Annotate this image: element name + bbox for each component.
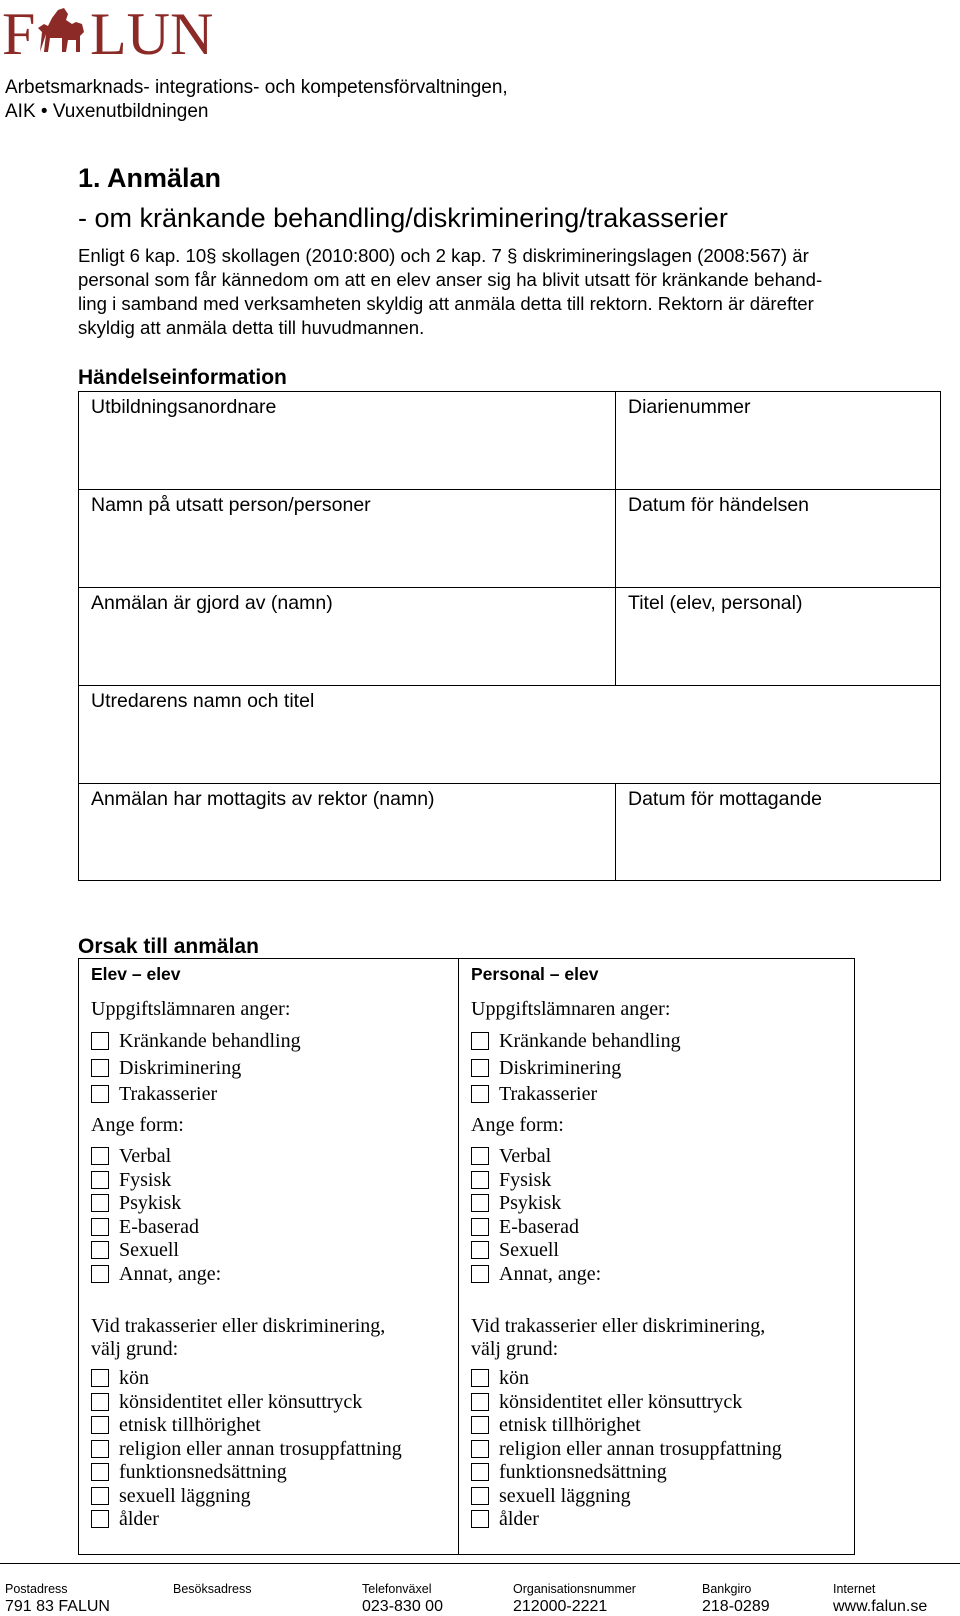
ground-option[interactable] [471, 1460, 667, 1484]
ground-option[interactable] [471, 1413, 641, 1437]
ground-option[interactable] [91, 1413, 261, 1437]
field-label: Namn på utsatt person/personer [91, 494, 371, 516]
diary-number-field[interactable] [616, 392, 940, 490]
checkbox[interactable] [471, 1510, 489, 1528]
checkbox[interactable] [471, 1487, 489, 1505]
checkbox[interactable] [91, 1369, 109, 1387]
checkbox[interactable] [471, 1194, 489, 1212]
form-option[interactable] [471, 1262, 601, 1286]
type-option[interactable] [91, 1056, 241, 1080]
ground-label: välj grund: [91, 1338, 179, 1360]
checkbox[interactable] [471, 1085, 489, 1103]
footer-value: 791 83 FALUN [5, 1598, 110, 1615]
form-option-label: Sexuell [119, 1239, 179, 1261]
reason-column-staff-student [459, 959, 854, 1554]
ground-option-label: ålder [119, 1508, 159, 1530]
type-option-label: Trakasserier [499, 1083, 598, 1105]
informant-label: Uppgiftslämnaren anger: [91, 998, 291, 1020]
incident-form-grid [78, 391, 941, 881]
type-option-label: Diskriminering [499, 1056, 622, 1079]
form-option[interactable] [471, 1191, 561, 1215]
checkbox[interactable] [471, 1440, 489, 1458]
form-option[interactable] [471, 1168, 551, 1192]
checkbox[interactable] [471, 1059, 489, 1077]
provider-field[interactable] [79, 392, 616, 490]
ground-option-label: sexuell läggning [119, 1484, 251, 1507]
ground-option[interactable] [471, 1507, 539, 1531]
intro-line: Enligt 6 kap. 10§ skollagen (2010:800) och 2 kap. 7 § diskrimineringslagen (2008:567) är [78, 245, 809, 266]
footer-postal [5, 1582, 110, 1616]
footer-label: Postadress [5, 1582, 68, 1596]
ground-label: Vid trakasserier eller diskriminering, [471, 1315, 766, 1337]
form-option[interactable] [91, 1215, 199, 1239]
footer-value: 218-0289 [702, 1598, 770, 1615]
checkbox[interactable] [91, 1265, 109, 1283]
ground-option[interactable] [471, 1390, 742, 1414]
incident-heading: Händelseinformation [78, 366, 287, 389]
type-option-label: Trakasserier [119, 1083, 218, 1105]
footer-value: www.falun.se [833, 1598, 928, 1615]
form-option-label: E-baserad [499, 1215, 579, 1238]
ground-option-label: könsidentitet eller könsuttryck [499, 1390, 743, 1413]
footer-phone [362, 1582, 443, 1616]
intro-line: ling i samband med verksamheten skyldig att anmäla detta till rektorn. Rektorn är därefter [78, 293, 814, 314]
form-label: Ange form: [471, 1114, 564, 1136]
form-option-label: Annat, ange: [499, 1262, 602, 1285]
column-title: Elev – elev [91, 964, 181, 984]
type-option[interactable] [91, 1029, 301, 1053]
footer-label: Telefonväxel [362, 1582, 432, 1596]
checkbox[interactable] [91, 1032, 109, 1050]
ground-option[interactable] [91, 1366, 149, 1390]
field-label: Anmälan har mottagits av rektor (namn) [91, 788, 435, 810]
checkbox[interactable] [471, 1218, 489, 1236]
reason-box [78, 958, 855, 1555]
form-option[interactable] [91, 1262, 221, 1286]
checkbox[interactable] [91, 1194, 109, 1212]
checkbox[interactable] [91, 1147, 109, 1165]
form-option-label: Annat, ange: [119, 1262, 222, 1285]
footer-label: Bankgiro [702, 1582, 752, 1596]
ground-option[interactable] [91, 1507, 159, 1531]
field-label: Titel (elev, personal) [628, 592, 803, 614]
checkbox[interactable] [91, 1463, 109, 1481]
org-header [5, 76, 508, 124]
checkbox[interactable] [471, 1032, 489, 1050]
checkbox[interactable] [471, 1147, 489, 1165]
intro-text [78, 244, 923, 340]
ground-option-label: ålder [499, 1508, 539, 1530]
ground-option[interactable] [91, 1390, 362, 1414]
type-option-label: Kränkande behandling [119, 1030, 301, 1052]
ground-option[interactable] [91, 1437, 402, 1461]
received-by-field[interactable] [79, 784, 616, 880]
ground-option-label: etnisk tillhörighet [499, 1414, 641, 1436]
ground-option[interactable] [471, 1366, 529, 1390]
ground-label: välj grund: [471, 1338, 559, 1360]
form-option-label: Fysisk [119, 1168, 172, 1191]
ground-option[interactable] [91, 1460, 287, 1484]
checkbox[interactable] [471, 1171, 489, 1189]
footer-bankgiro [702, 1582, 770, 1616]
type-option-label: Diskriminering [119, 1056, 242, 1079]
form-option[interactable] [91, 1168, 171, 1192]
ground-option-label: sexuell läggning [499, 1484, 631, 1507]
footer-label: Internet [833, 1582, 876, 1596]
footer-orgnr [513, 1582, 636, 1616]
footer-label: Besöksadress [173, 1582, 252, 1596]
checkbox[interactable] [91, 1218, 109, 1236]
org-line-1: Arbetsmarknads- integrations- och kompetensförvaltningen, [5, 77, 508, 98]
footer-value: 212000-2221 [513, 1598, 608, 1615]
field-label: Datum för mottagande [628, 788, 823, 810]
footer-internet [833, 1582, 927, 1616]
checkbox[interactable] [471, 1463, 489, 1481]
form-option[interactable] [91, 1191, 181, 1215]
checkbox[interactable] [91, 1510, 109, 1528]
svg-text:F: F [2, 2, 36, 58]
checkbox[interactable] [471, 1393, 489, 1411]
reason-column-student-student [79, 959, 459, 1554]
form-option-label: Verbal [499, 1145, 552, 1167]
form-option-label: E-baserad [119, 1215, 199, 1238]
ground-option-label: kön [499, 1367, 529, 1389]
checkbox[interactable] [471, 1369, 489, 1387]
checkbox[interactable] [471, 1241, 489, 1259]
checkbox[interactable] [91, 1241, 109, 1259]
type-option[interactable] [91, 1082, 217, 1106]
checkbox[interactable] [471, 1416, 489, 1434]
informant-label: Uppgiftslämnaren anger: [471, 998, 671, 1020]
footer-visit [173, 1582, 252, 1597]
type-option[interactable] [471, 1082, 597, 1106]
ground-option-label: religion eller annan trosuppfattning [119, 1437, 402, 1460]
ground-option-label: funktionsnedsättning [119, 1461, 287, 1483]
type-option-label: Kränkande behandling [499, 1030, 681, 1052]
column-title: Personal – elev [471, 964, 599, 984]
field-label: Datum för händelsen [628, 494, 810, 516]
checkbox[interactable] [91, 1059, 109, 1077]
ground-option-label: könsidentitet eller könsuttryck [119, 1390, 363, 1413]
form-option-label: Fysisk [499, 1168, 552, 1191]
field-label: Anmälan är gjord av (namn) [91, 592, 333, 614]
form-label: Ange form: [91, 1114, 184, 1136]
field-label: Diarienummer [628, 396, 751, 418]
ground-option-label: kön [119, 1367, 149, 1389]
incident-date-field[interactable] [616, 490, 940, 588]
checkbox[interactable] [91, 1171, 109, 1189]
checkbox[interactable] [91, 1085, 109, 1103]
intro-line: personal som får kännedom om att en elev anser sig ha blivit utsatt för kränkande behand- [78, 269, 823, 290]
dala-horse-icon [38, 8, 84, 52]
falun-logo [0, 2, 245, 58]
page-title: 1. Anmälan [78, 163, 222, 193]
ground-option-label: funktionsnedsättning [499, 1461, 667, 1483]
logo-wordmark: LUN [90, 2, 214, 58]
field-label: Utredarens namn och titel [91, 690, 315, 712]
ground-option-label: etnisk tillhörighet [119, 1414, 261, 1436]
type-option[interactable] [471, 1056, 621, 1080]
footer-divider [0, 1563, 960, 1564]
reporter-title-field[interactable] [616, 588, 940, 686]
org-line-2: AIK • Vuxenutbildningen [5, 101, 209, 122]
form-option[interactable] [471, 1238, 559, 1262]
intro-line: skyldig att anmäla detta till huvudmannen. [78, 317, 425, 338]
page-subtitle: - om kränkande behandling/diskriminering/trakasserier [78, 203, 728, 233]
checkbox[interactable] [91, 1393, 109, 1411]
checkbox[interactable] [91, 1416, 109, 1434]
form-option[interactable] [471, 1144, 551, 1168]
victim-names-field[interactable] [79, 490, 616, 588]
reason-heading: Orsak till anmälan [78, 935, 259, 958]
field-label: Utbildningsanordnare [91, 396, 277, 418]
form-option-label: Psykisk [499, 1192, 562, 1214]
ground-option[interactable] [91, 1484, 251, 1508]
investigator-field[interactable] [79, 686, 940, 784]
form-option-label: Psykisk [119, 1192, 182, 1214]
type-option[interactable] [471, 1029, 681, 1053]
reported-by-field[interactable] [79, 588, 616, 686]
form-option[interactable] [91, 1238, 179, 1262]
checkbox[interactable] [91, 1440, 109, 1458]
form-option-label: Verbal [119, 1145, 172, 1167]
footer-label: Organisationsnummer [513, 1582, 636, 1596]
form-option[interactable] [91, 1144, 171, 1168]
ground-label: Vid trakasserier eller diskriminering, [91, 1315, 386, 1337]
footer-value: 023-830 00 [362, 1598, 443, 1615]
received-date-field[interactable] [616, 784, 940, 880]
form-option-label: Sexuell [499, 1239, 559, 1261]
form-option[interactable] [471, 1215, 579, 1239]
checkbox[interactable] [91, 1487, 109, 1505]
ground-option[interactable] [471, 1437, 782, 1461]
checkbox[interactable] [471, 1265, 489, 1283]
ground-option[interactable] [471, 1484, 631, 1508]
ground-option-label: religion eller annan trosuppfattning [499, 1437, 782, 1460]
